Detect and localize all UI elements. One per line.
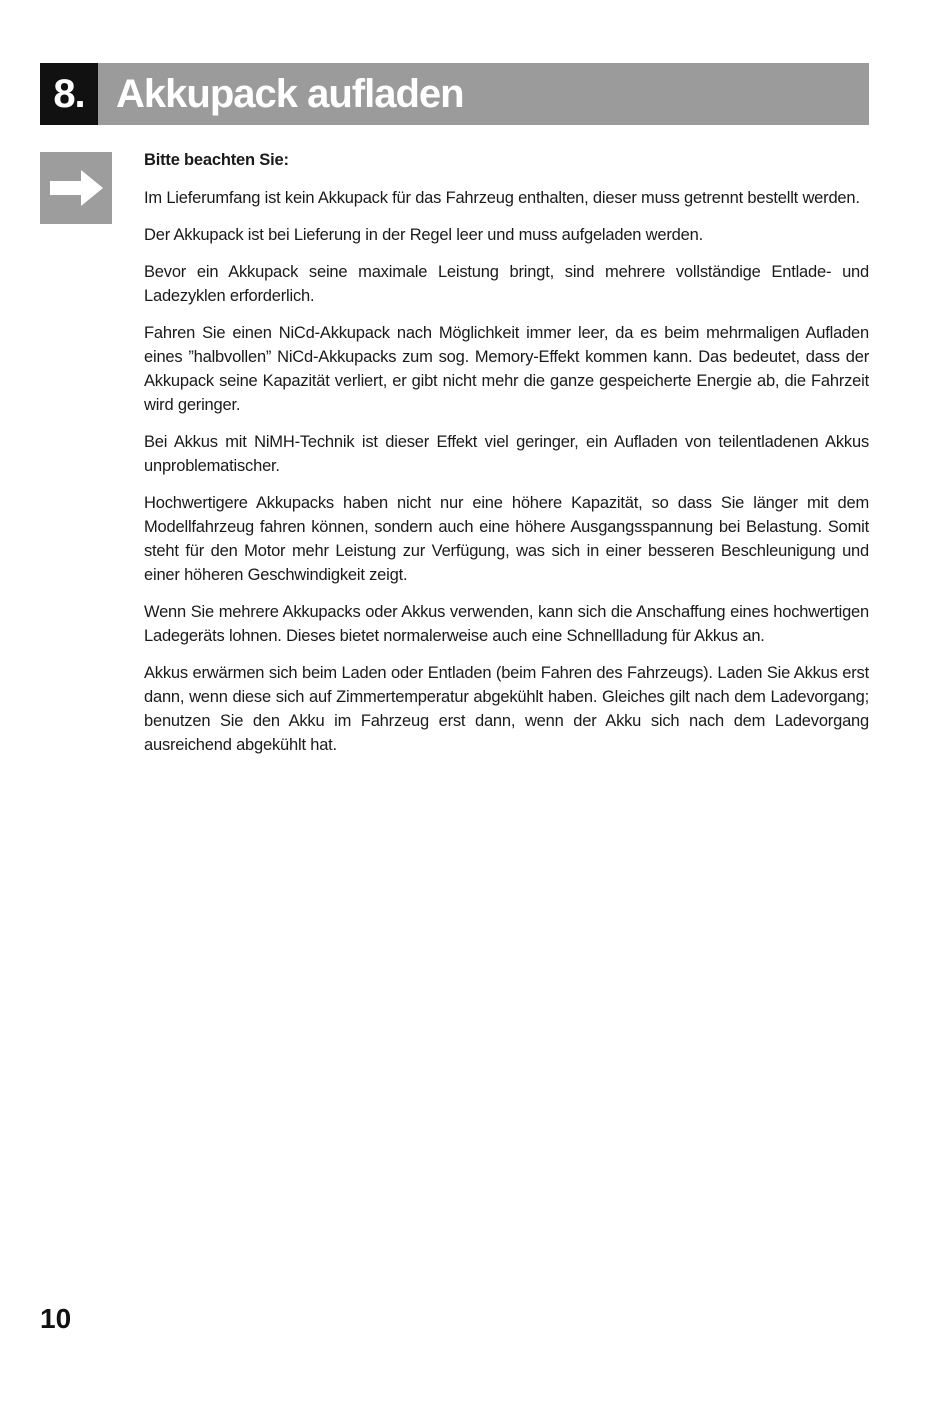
paragraph: Bevor ein Akkupack seine maximale Leistung bringt, sind mehrere vollständige Entlade- und Ladezyklen erforderlich. xyxy=(144,263,869,305)
paragraph: Der Akkupack ist bei Lieferung in der Regel leer und muss aufgeladen werden. xyxy=(144,226,703,244)
paragraph: Bei Akkus mit NiMH-Technik ist dieser Effekt viel geringer, ein Aufladen von teilentladenen Akkus unproblematischer. xyxy=(144,433,869,475)
paragraph: Fahren Sie einen NiCd-Akkupack nach Möglichkeit immer leer, da es beim mehrmaligen Aufladen eines ”halbvollen” NiCd-Akkupacks zum sog. Memory-Effekt kommen kann. Das bedeutet, dass der Akkupack seine Kapazität verliert, er gibt nicht mehr die ganze gespeicherte Energie ab, die Fahrzeit wird geringer. xyxy=(144,324,869,414)
paragraph: Wenn Sie mehrere Akkupacks oder Akkus verwenden, kann sich die Anschaffung eines hochwertigen Ladegeräts lohnen. Dieses bietet normalerweise auch eine Schnellladung für Akkus an. xyxy=(144,603,869,645)
section-header xyxy=(40,63,869,125)
paragraph: Hochwertigere Akkupacks haben nicht nur eine höhere Kapazität, so dass Sie länger mit dem Modellfahrzeug fahren können, sondern auch eine höhere Ausgangsspannung bei Belastung. Somit steht für den Motor mehr Leistung zur Verfügung, was sich in einer besseren Beschleunigung und einer höheren Geschwindigkeit zeigt. xyxy=(144,494,869,584)
arrow-right-icon xyxy=(40,152,112,224)
note-content xyxy=(144,148,869,770)
section-number: 8. xyxy=(40,63,98,125)
paragraph: Akkus erwärmen sich beim Laden oder Entladen (beim Fahren des Fahrzeugs). Laden Sie Akkus erst dann, wenn diese sich auf Zimmertemperatur abgekühlt haben. Gleiches gilt nach dem Ladevorgang; benutzen Sie den Akku im Fahrzeug erst dann, wenn der Akku sich nach dem Ladevorgang ausreichend abgekühlt hat. xyxy=(144,664,869,754)
section-title: Akkupack aufladen xyxy=(98,63,869,125)
note-heading: Bitte beachten Sie: xyxy=(144,151,289,169)
paragraph: Im Lieferumfang ist kein Akkupack für das Fahrzeug enthalten, dieser muss getrennt bestellt werden. xyxy=(144,189,860,207)
page-number: 10 xyxy=(40,1303,72,1334)
